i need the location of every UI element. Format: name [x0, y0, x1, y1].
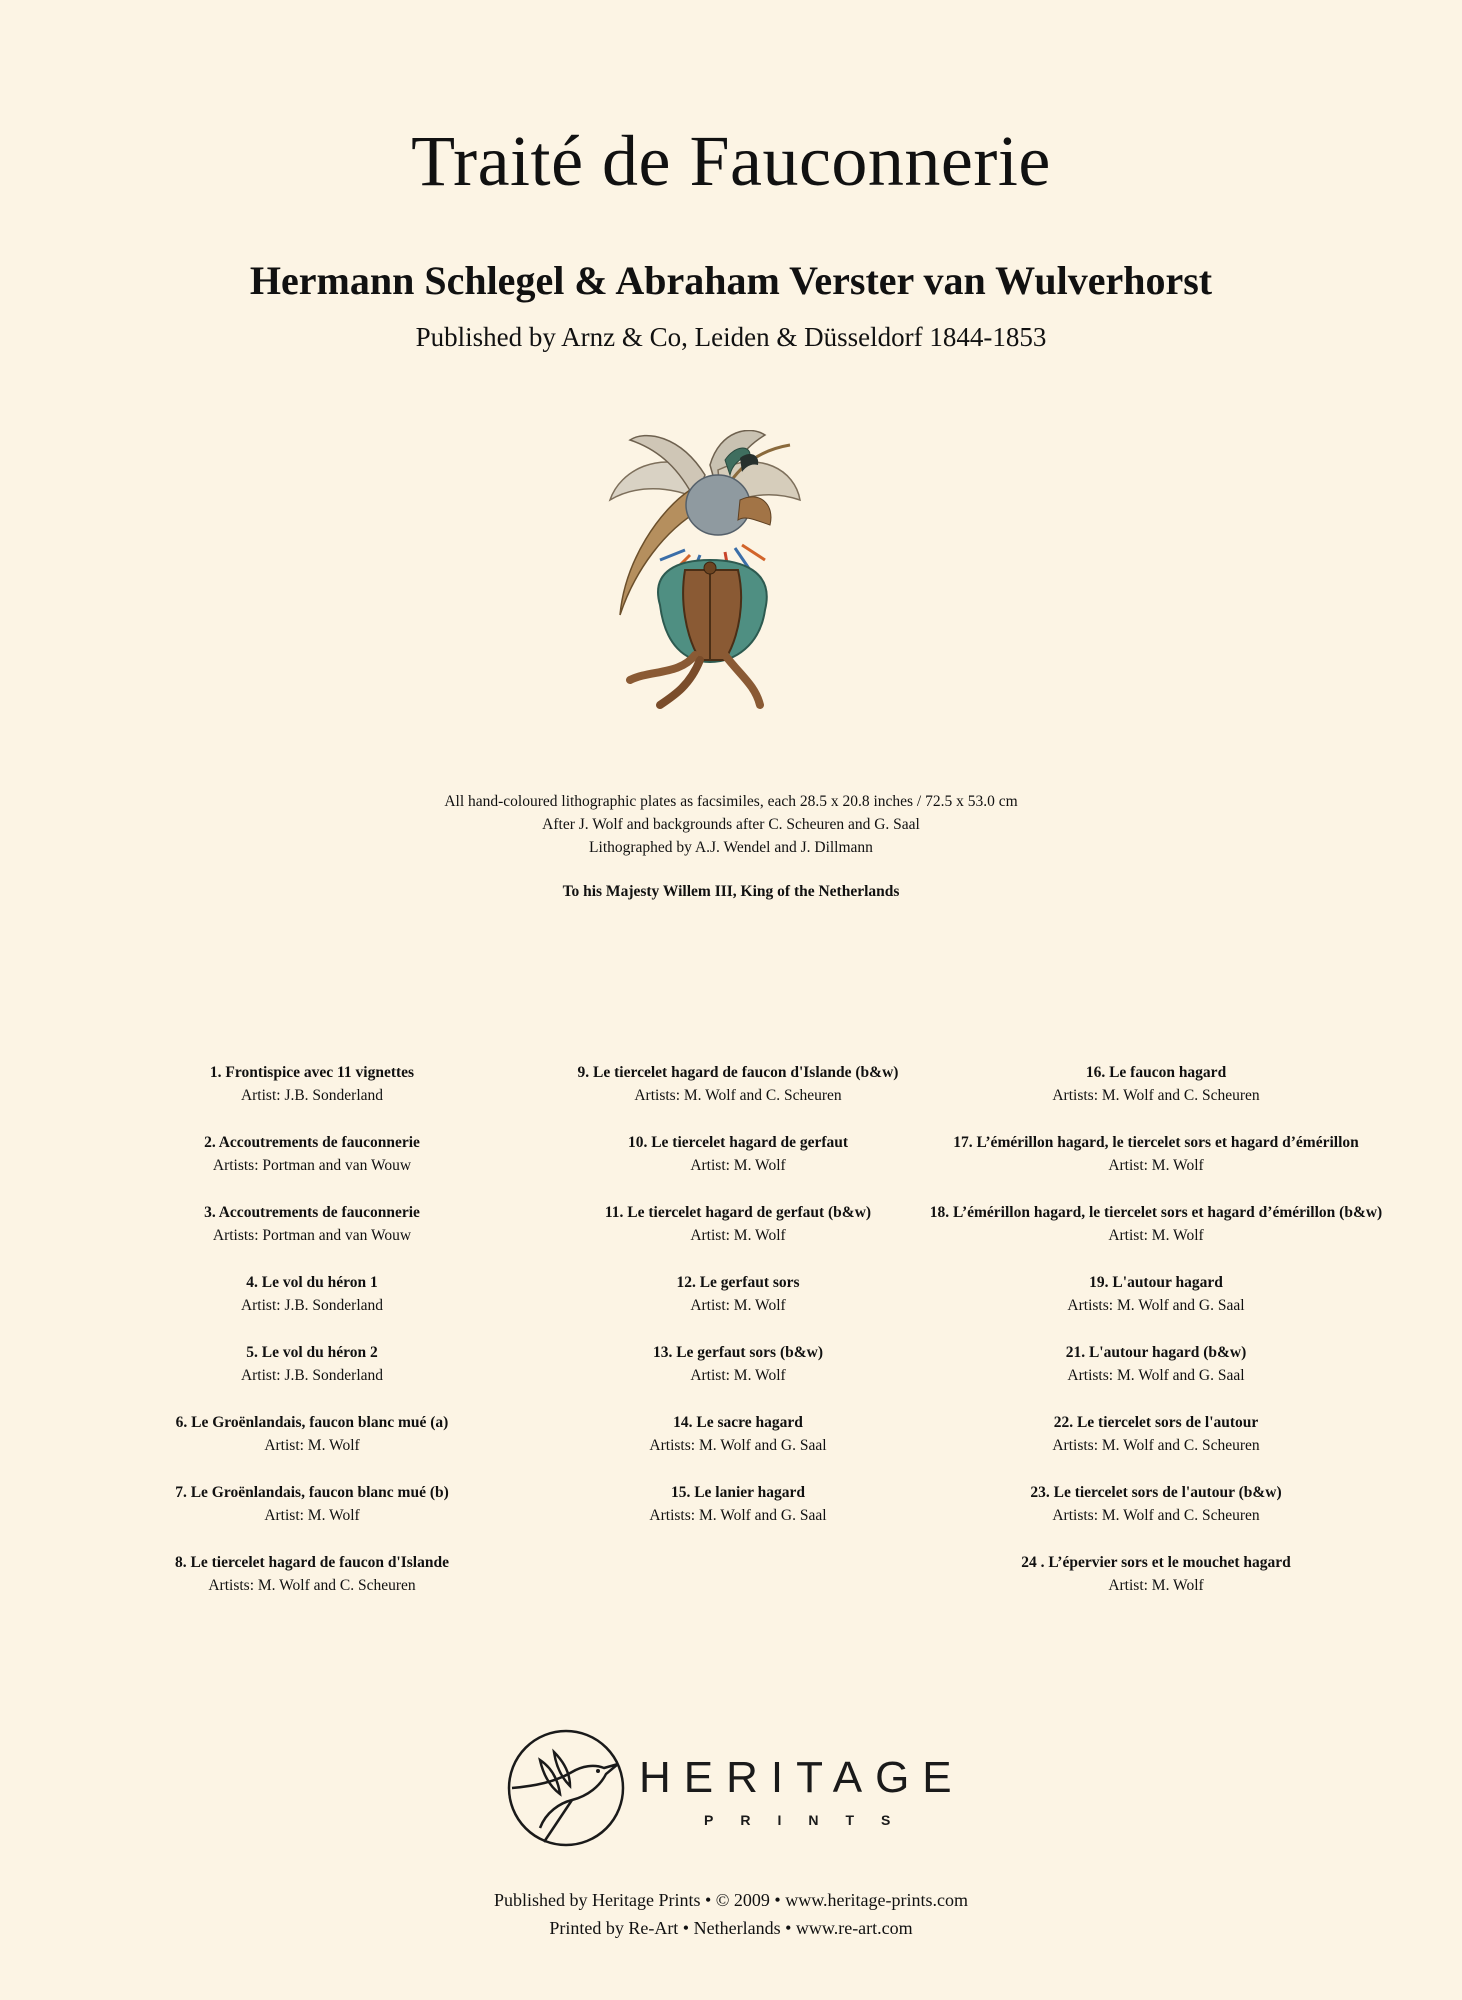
plate-artist: Artist: M. Wolf	[690, 1157, 786, 1174]
plate-entry	[906, 1201, 1406, 1271]
plate-title: 4. Le vol du héron 1	[246, 1274, 378, 1291]
plate-artist: Artist: J.B. Sonderland	[240, 1367, 384, 1384]
plate-title: 19. L'autour hagard	[1089, 1274, 1223, 1291]
plate-artist: Artists: M. Wolf and G. Saal	[1067, 1367, 1245, 1384]
plate-title: 15. Le lanier hagard	[670, 1484, 806, 1501]
plate-title: 3. Accoutrements de fauconnerie	[204, 1204, 420, 1221]
notes-line-dimensions: All hand-coloured lithographic plates as facsimiles, each 28.5 x 20.8 inches / 72.5 x 53.0 cm	[444, 793, 1018, 810]
plate-title: 12. Le gerfaut sors	[676, 1274, 800, 1291]
plate-artist: Artists: M. Wolf and C. Scheuren	[634, 1087, 842, 1104]
page-title: Traité de Fauconnerie	[411, 121, 1051, 201]
plate-title: 14. Le sacre hagard	[673, 1414, 803, 1431]
plate-list-column-3	[906, 1061, 1406, 1621]
plate-artist: Artists: Portman and van Wouw	[212, 1157, 412, 1174]
plate-artist: Artist: J.B. Sonderland	[240, 1297, 384, 1314]
notes-line-artists: After J. Wolf and backgrounds after C. Scheuren and G. Saal	[542, 816, 920, 833]
edition-notes	[0, 790, 1462, 859]
authors: Hermann Schlegel & Abraham Verster van Wulverhorst	[249, 258, 1213, 303]
plate-entry	[62, 1061, 562, 1131]
plate-artist: Artist: M. Wolf	[1108, 1577, 1204, 1594]
publisher-line: Published by Arnz & Co, Leiden & Düsseldorf 1844-1853	[415, 322, 1047, 352]
plate-list-column-1	[62, 1061, 562, 1621]
plate-title: 7. Le Groënlandais, faucon blanc mué (b)	[175, 1484, 449, 1501]
plate-entry	[62, 1131, 562, 1201]
plate-artist: Artists: M. Wolf and C. Scheuren	[208, 1577, 416, 1594]
plate-title: 24 . L’épervier sors et le mouchet hagard	[1021, 1554, 1291, 1571]
plate-artist: Artist: M. Wolf	[690, 1227, 786, 1244]
plate-artist: Artists: M. Wolf and G. Saal	[649, 1437, 827, 1454]
plate-entry	[62, 1551, 562, 1621]
plate-title: 1. Frontispice avec 11 vignettes	[209, 1064, 415, 1081]
hummingbird-circle-icon	[500, 1724, 630, 1854]
plate-title: 5. Le vol du héron 2	[246, 1344, 378, 1361]
falconry-hood-illustration	[590, 430, 830, 720]
plate-title: 8. Le tiercelet hagard de faucon d'Islande	[175, 1554, 449, 1571]
dedication: To his Majesty Willem III, King of the Netherlands	[562, 883, 900, 900]
plate-artist: Artist: M. Wolf	[1108, 1227, 1204, 1244]
plate-artist: Artist: M. Wolf	[264, 1437, 360, 1454]
plate-entry	[906, 1271, 1406, 1341]
plate-title: 6. Le Groënlandais, faucon blanc mué (a)	[175, 1414, 449, 1431]
plate-entry	[906, 1481, 1406, 1551]
plate-artist: Artist: J.B. Sonderland	[240, 1087, 384, 1104]
plate-entry	[906, 1411, 1406, 1481]
logo-wordmark: HERITAGE	[639, 1753, 965, 1802]
plate-entry	[906, 1131, 1406, 1201]
footer-publisher-line: Published by Heritage Prints • © 2009 • www.heritage-prints.com	[493, 1890, 969, 1910]
footer-printer-line: Printed by Re-Art • Netherlands • www.re-art.com	[549, 1918, 913, 1938]
logo-subtitle: PRINTS	[704, 1812, 918, 1828]
plate-entry	[906, 1551, 1406, 1621]
plate-artist: Artists: M. Wolf and C. Scheuren	[1052, 1087, 1260, 1104]
plate-artist: Artists: M. Wolf and G. Saal	[1067, 1297, 1245, 1314]
plate-entry	[906, 1341, 1406, 1411]
heritage-prints-logo	[500, 1720, 965, 1860]
plate-entry	[62, 1341, 562, 1411]
plate-artist: Artists: Portman and van Wouw	[212, 1227, 412, 1244]
plate-title: 13. Le gerfaut sors (b&w)	[652, 1344, 824, 1361]
plate-title: 16. Le faucon hagard	[1085, 1064, 1227, 1081]
plate-artist: Artists: M. Wolf and C. Scheuren	[1052, 1437, 1260, 1454]
plate-title: 17. L’émérillon hagard, le tiercelet sors et hagard d’émérillon	[953, 1134, 1359, 1151]
plate-title: 9. Le tiercelet hagard de faucon d'Islande (b&w)	[577, 1064, 899, 1081]
footer	[0, 1886, 1462, 1942]
plate-title: 21. L'autour hagard (b&w)	[1065, 1344, 1247, 1361]
plate-entry	[62, 1411, 562, 1481]
plate-title: 10. Le tiercelet hagard de gerfaut	[627, 1134, 849, 1151]
plate-title: 2. Accoutrements de fauconnerie	[204, 1134, 420, 1151]
plate-artist: Artists: M. Wolf and G. Saal	[649, 1507, 827, 1524]
plate-entry	[906, 1061, 1406, 1131]
plate-entry	[62, 1481, 562, 1551]
plate-entry	[62, 1201, 562, 1271]
plate-artist: Artist: M. Wolf	[1108, 1157, 1204, 1174]
plate-title: 22. Le tiercelet sors de l'autour	[1053, 1414, 1259, 1431]
plate-entry	[62, 1271, 562, 1341]
plate-artist: Artists: M. Wolf and C. Scheuren	[1052, 1507, 1260, 1524]
plate-artist: Artist: M. Wolf	[690, 1297, 786, 1314]
plate-title: 23. Le tiercelet sors de l'autour (b&w)	[1030, 1484, 1282, 1501]
plate-artist: Artist: M. Wolf	[264, 1507, 360, 1524]
plate-title: 11. Le tiercelet hagard de gerfaut (b&w)	[604, 1204, 872, 1221]
notes-line-lithographers: Lithographed by A.J. Wendel and J. Dillmann	[589, 839, 873, 856]
plate-artist: Artist: M. Wolf	[690, 1367, 786, 1384]
plate-title: 18. L’émérillon hagard, le tiercelet sors et hagard d’émérillon (b&w)	[929, 1204, 1383, 1221]
